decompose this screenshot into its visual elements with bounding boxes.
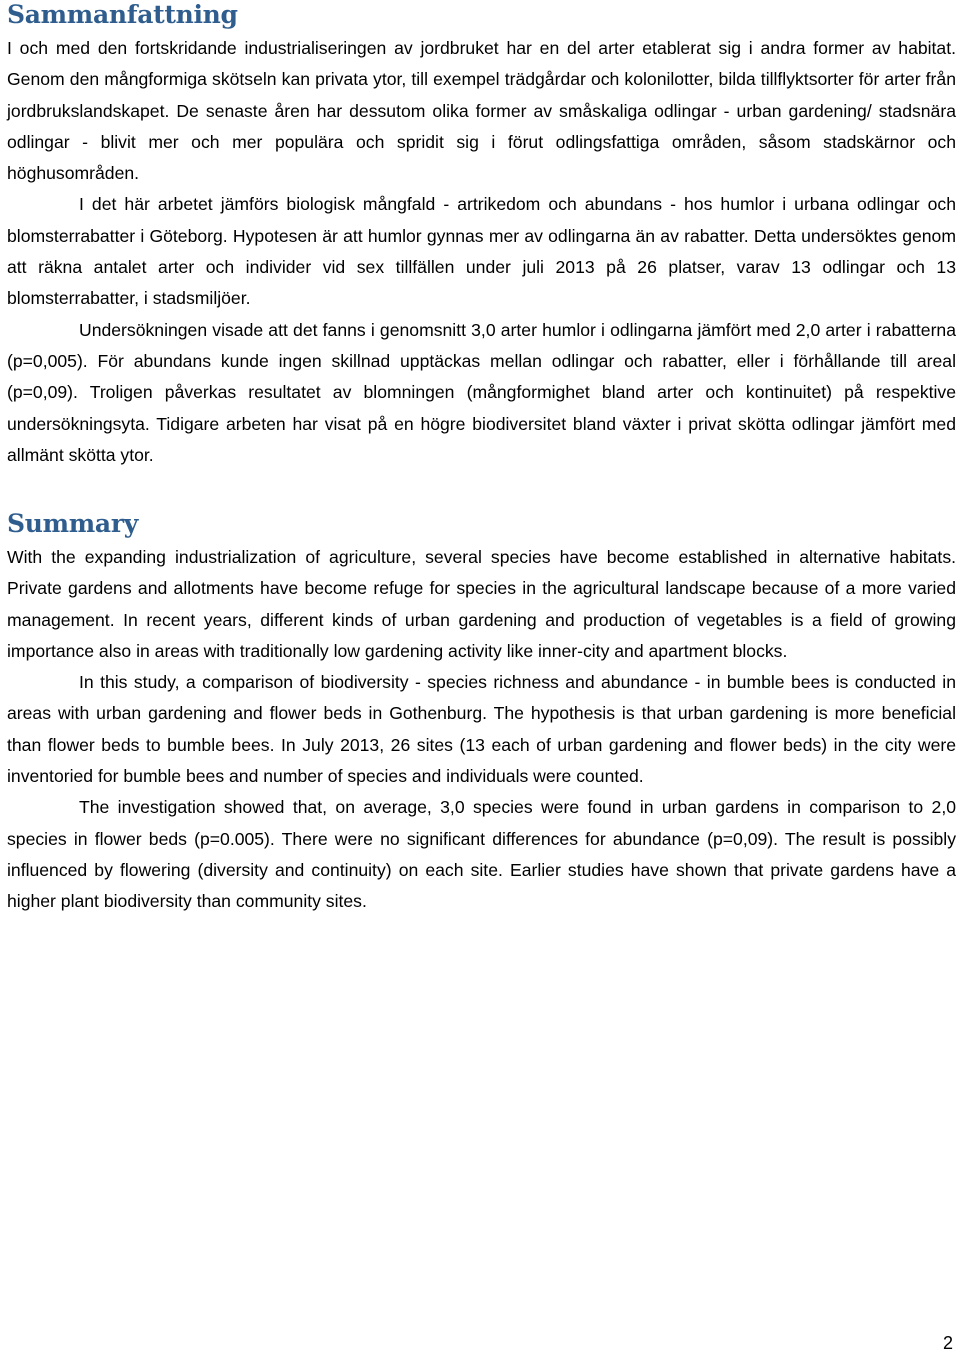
english-summary-section — [7, 509, 956, 918]
english-summary-heading: Summary — [7, 509, 138, 538]
english-paragraph-1: With the expanding industrialization of agriculture, several species have become established in alternative habitats. Private gardens and allotments have become refuge for species in the agricultural landscape because of a more varied management. In recent years, different kinds of urban gardening and production of vegetables is a field of growing importance also in areas with traditionally low gardening activity like inner-city and apartment blocks. — [7, 547, 956, 661]
swedish-summary-section — [7, 0, 956, 471]
swedish-summary-heading: Sammanfattning — [7, 0, 238, 29]
english-paragraph-3: The investigation showed that, on average, 3,0 species were found in urban gardens in comparison to 2,0 species in flower beds (p=0.005). There were no significant differences for abundance (p=0,09). The result is possibly influenced by flowering (diversity and continuity) on each site. Earlier studies have shown that private gardens have a higher plant biodiversity than community sites. — [7, 797, 956, 912]
swedish-paragraph-2: I det här arbetet jämförs biologisk mångfald - artrikedom och abundans - hos humlor i urbana odlingar och blomsterrabatter i Göteborg. Hypotesen är att humlor gynnas mer av odlingarna än av rabatter. Detta undersöktes genom att räkna antalet arter och individer vid sex tillfällen under juli 2013 på 26 platser, varav 13 odlingar och 13 blomsterrabatter, i stadsmiljöer. — [7, 194, 956, 309]
page-number: 2 — [942, 1333, 953, 1353]
english-paragraph-2: In this study, a comparison of biodiversity - species richness and abundance - in bumble bees is conducted in areas with urban gardening and flower beds in Gothenburg. The hypothesis is that urban gardening is more beneficial than flower beds to bumble bees. In July 2013, 26 sites (13 each of urban gardening and flower beds) in the city were inventoried for bumble bees and number of species and individuals were counted. — [7, 672, 956, 787]
swedish-paragraph-1: I och med den fortskridande industrialiseringen av jordbruket har en del arter etablerat sig i andra former av habitat. Genom den mångformiga skötseln kan privata ytor, till exempel trädgårdar och kolonilotter, bilda tillflyktsorter för arter från jordbrukslandskapet. De senaste åren har dessutom olika former av småskaliga odlingar - urban gardening/ stadsnära odlingar - blivit mer och mer populära och spridit sig i förut odlingsfattiga områden, såsom stadskärnor och höghusområden. — [7, 38, 956, 184]
swedish-paragraph-3: Undersökningen visade att det fanns i genomsnitt 3,0 arter humlor i odlingarna jämfört med 2,0 arter i rabatterna (p=0,005). För abundans kunde ingen skillnad upptäckas mellan odlingar och rabatter, eller i förhållande till areal (p=0,09). Troligen påverkas resultatet av blomningen (mångformighet bland arter och kontinuitet) på respektive undersökningsyta. Tidigare arbeten har visat på en högre biodiversitet bland växter i privat skötta odlingar jämfört med allmänt skötta ytor. — [7, 319, 956, 465]
